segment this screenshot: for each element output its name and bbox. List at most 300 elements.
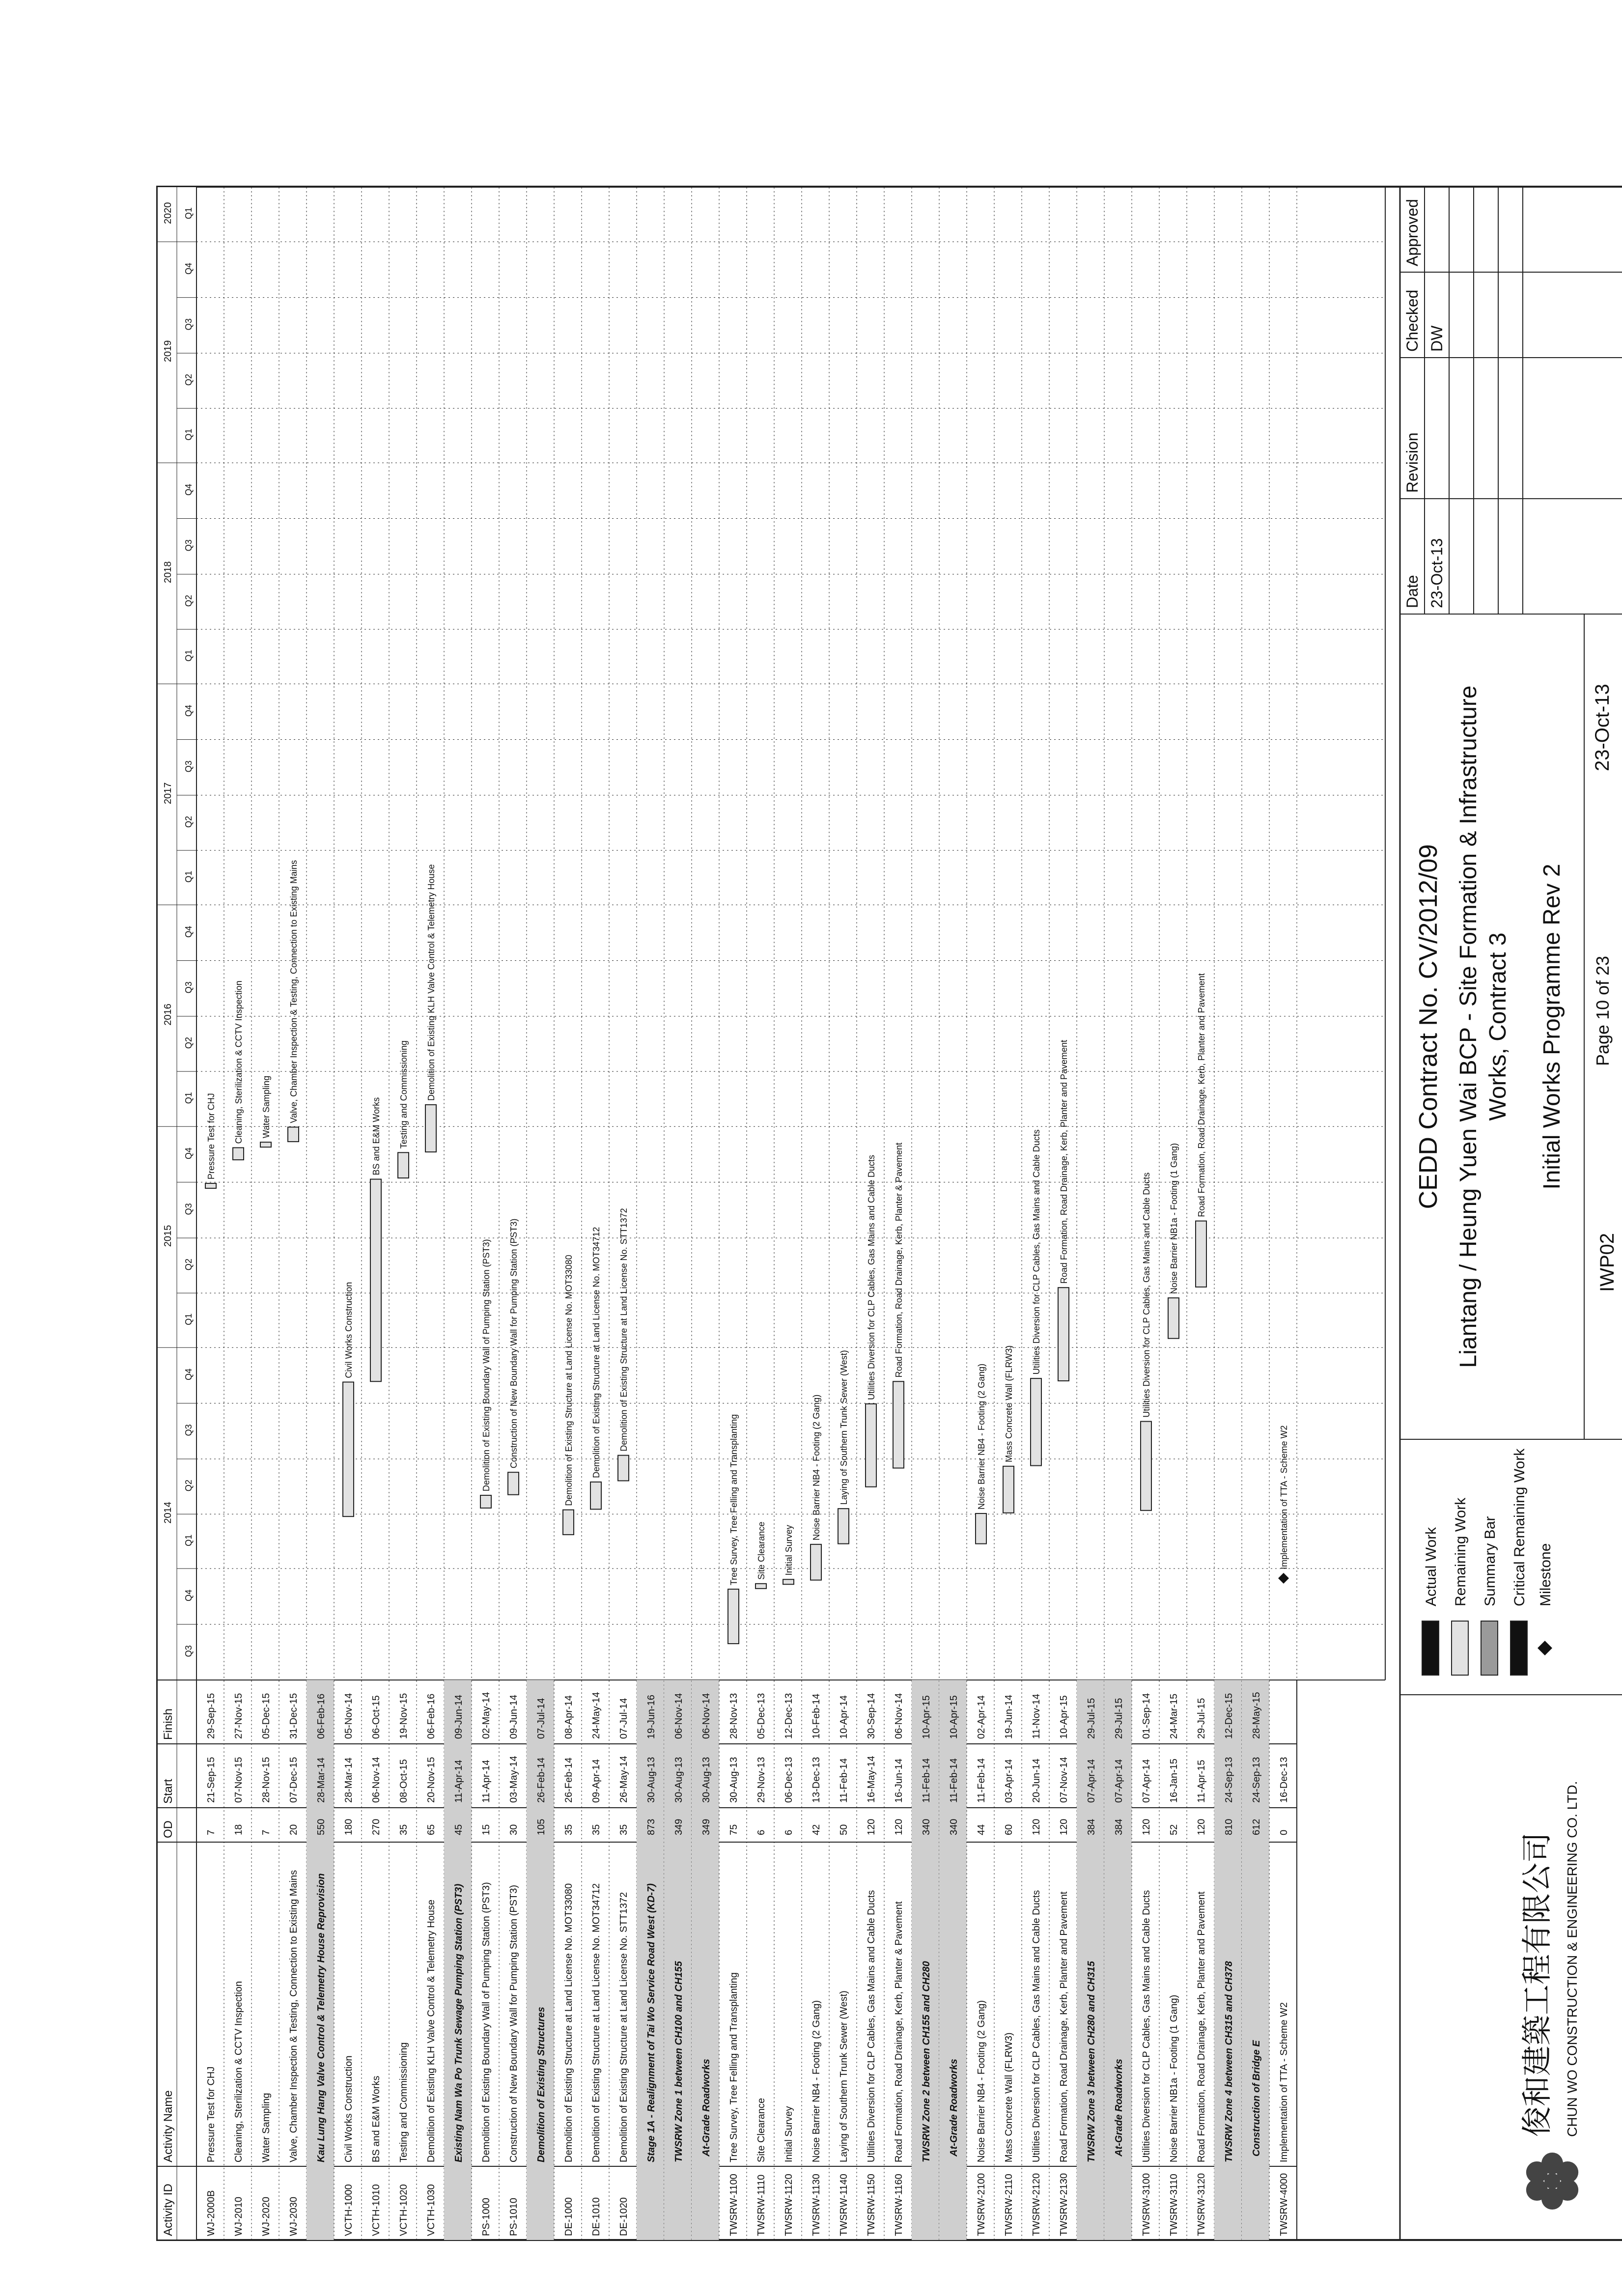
activity-id: WJ-2020 xyxy=(261,2196,272,2236)
activity-name: Cleaning, Sterilization & CCTV Inspection xyxy=(233,1981,244,2162)
revision-cell: DW xyxy=(1428,325,1446,352)
remaining-work-bar xyxy=(728,1589,739,1644)
group-name: At-Grade Roadworks xyxy=(1114,2059,1124,2156)
quarter-label: Q2 xyxy=(184,1036,194,1049)
activity-name: Laying of Southern Trunk Sewer (West) xyxy=(839,1990,849,2162)
activity-name: Implementation of TTA - Scheme W2 xyxy=(1279,2002,1289,2162)
group-name: Construction of Bridge E xyxy=(1251,2040,1262,2156)
bar-label: Initial Survey xyxy=(784,1525,794,1576)
group-name: At-Grade Roadworks xyxy=(701,2059,712,2156)
finish-date: 10-Feb-14 xyxy=(811,1693,822,1739)
bar-label: Demolition of Existing Structure at Land License No. MOT34712 xyxy=(591,1227,601,1478)
bar-label: Road Formation, Road Drainage, Kerb, Planter & Pavement xyxy=(894,1142,904,1378)
bar-label: Laying of Southern Trunk Sewer (West) xyxy=(839,1350,849,1505)
quarter-label: Q4 xyxy=(184,262,194,275)
finish-date: 31-Dec-15 xyxy=(288,1693,299,1739)
legend-label-milestone: Milestone xyxy=(1538,1543,1554,1606)
year-label: 2017 xyxy=(163,782,173,805)
original-duration: 50 xyxy=(839,1824,849,1835)
start-date: 21-Sep-15 xyxy=(206,1757,217,1803)
original-duration: 384 xyxy=(1086,1819,1097,1835)
start-date: 11-Apr-14 xyxy=(453,1760,464,1803)
start-date: 20-Jun-14 xyxy=(1031,1758,1042,1803)
bar-label: Demolition of Existing Boundary Wall of Pumping Station (PST3) xyxy=(481,1239,491,1492)
activity-id: WJ-2010 xyxy=(233,2196,244,2236)
finish-date: 02-Apr-14 xyxy=(976,1695,987,1739)
start-date: 28-Mar-14 xyxy=(316,1757,327,1803)
activity-id: TWSRW-1150 xyxy=(866,2174,877,2236)
year-label: 2015 xyxy=(163,1225,173,1247)
start-date: 16-May-14 xyxy=(866,1756,877,1803)
remaining-work-bar xyxy=(260,1142,271,1147)
start-date: 29-Nov-13 xyxy=(756,1757,767,1803)
group-name: Stage 1A - Realignment of Tai Wo Service Road West (KD-7) xyxy=(646,1883,657,2162)
year-label: 2014 xyxy=(163,1502,173,1524)
start-date: 11-Feb-14 xyxy=(921,1758,932,1803)
activity-name: Construction of New Boundary Wall for Pumping Station (PST3) xyxy=(508,1884,519,2162)
start-date: 11-Apr-15 xyxy=(1196,1760,1207,1803)
original-duration: 120 xyxy=(866,1819,877,1835)
original-duration: 18 xyxy=(233,1824,244,1835)
finish-date: 07-Jul-14 xyxy=(536,1698,547,1739)
legend-swatch-actual xyxy=(1422,1621,1439,1675)
activity-id: PS-1010 xyxy=(508,2198,519,2236)
group-name: TWSRW Zone 4 between CH315 and CH378 xyxy=(1224,1961,1234,2162)
legend-milestone-icon xyxy=(1538,1641,1552,1655)
quarter-label: Q3 xyxy=(184,318,194,331)
finish-date: 10-Apr-15 xyxy=(949,1695,959,1739)
quarter-label: Q1 xyxy=(184,1313,194,1325)
company-name-english: CHUN WO CONSTRUCTION & ENGINEERING CO. LTD. xyxy=(1565,1781,1580,2137)
start-date: 08-Oct-15 xyxy=(398,1759,409,1803)
activity-id: TWSRW-1120 xyxy=(783,2174,794,2236)
finish-date: 06-Feb-16 xyxy=(316,1693,327,1739)
quarter-label: Q1 xyxy=(184,1534,194,1546)
activity-name: Testing and Commissioning xyxy=(398,2042,409,2162)
revision-cell: 23-Oct-13 xyxy=(1428,538,1446,608)
legend-swatch-remaining xyxy=(1452,1621,1468,1675)
original-duration: 7 xyxy=(206,1829,217,1835)
finish-date: 24-Mar-15 xyxy=(1169,1693,1179,1739)
start-date: 07-Nov-14 xyxy=(1059,1757,1069,1803)
activity-name: Noise Barrier NB1a - Footing (1 Gang) xyxy=(1169,1994,1179,2162)
activity-id: WJ-2030 xyxy=(288,2196,299,2236)
legend-label-actual: Actual Work xyxy=(1423,1527,1439,1606)
start-date: 30-Aug-13 xyxy=(673,1757,684,1803)
activity-id: DE-1020 xyxy=(618,2197,629,2236)
revision-header: Approved xyxy=(1403,199,1421,266)
start-date: 07-Apr-14 xyxy=(1086,1759,1097,1803)
start-date: 07-Apr-14 xyxy=(1141,1759,1152,1803)
original-duration: 873 xyxy=(646,1819,657,1835)
original-duration: 120 xyxy=(894,1819,904,1835)
start-date: 06-Nov-14 xyxy=(371,1757,382,1803)
quarter-label: Q3 xyxy=(184,1424,194,1436)
activity-name: Demolition of Existing Structure at Land License No. MOT33080 xyxy=(563,1883,574,2162)
quarter-label: Q4 xyxy=(184,1589,194,1601)
activity-id: DE-1010 xyxy=(591,2197,602,2236)
legend-label-remaining: Remaining Work xyxy=(1453,1497,1469,1606)
legend-swatch-summary xyxy=(1481,1621,1498,1675)
activity-name: Utilities Diversion for CLP Cables, Gas Mains and Cable Ducts xyxy=(1141,1890,1152,2162)
original-duration: 35 xyxy=(618,1824,629,1835)
start-date: 26-May-14 xyxy=(618,1756,629,1803)
activity-id: TWSRW-3120 xyxy=(1196,2173,1207,2236)
finish-date: 08-Apr-14 xyxy=(563,1695,574,1739)
quarter-label: Q2 xyxy=(184,816,194,828)
finish-date: 06-Nov-14 xyxy=(701,1693,712,1739)
activity-id: DE-1000 xyxy=(563,2197,574,2236)
remaining-work-bar xyxy=(1031,1378,1041,1466)
quarter-label: Q2 xyxy=(184,374,194,386)
quarter-label: Q3 xyxy=(184,760,194,773)
finish-date: 12-Dec-15 xyxy=(1224,1693,1234,1739)
activity-id: VCTH-1010 xyxy=(371,2184,382,2236)
finish-date: 07-Jul-14 xyxy=(618,1698,629,1739)
original-duration: 550 xyxy=(316,1819,327,1835)
bar-label: Noise Barrier NB1a - Footing (1 Gang) xyxy=(1169,1143,1179,1294)
activity-name: Demolition of Existing KLH Valve Control & Telemetry House xyxy=(426,1899,437,2162)
activity-name: Utilities Diversion for CLP Cables, Gas Mains and Cable Ducts xyxy=(1031,1890,1042,2162)
remaining-work-bar xyxy=(398,1152,409,1178)
original-duration: 270 xyxy=(371,1819,382,1835)
bar-label: Cleaning, Sterilization & CCTV Inspection xyxy=(234,980,244,1144)
activity-id: TWSRW-1100 xyxy=(728,2174,739,2236)
finish-date: 10-Apr-15 xyxy=(1059,1695,1069,1739)
landscape-sheet xyxy=(157,187,1622,2240)
remaining-work-bar xyxy=(590,1482,601,1509)
group-name: At-Grade Roadworks xyxy=(949,2059,959,2156)
start-date: 16-Jun-14 xyxy=(894,1758,904,1803)
page-number: Page 10 of 23 xyxy=(1593,955,1613,1066)
group-name: Demolition of Existing Structures xyxy=(536,2007,547,2162)
start-date: 07-Dec-15 xyxy=(288,1757,299,1803)
column-header-start: Start xyxy=(162,1779,175,1804)
bar-label: Implementation of TTA - Scheme W2 xyxy=(1279,1425,1289,1569)
original-duration: 65 xyxy=(426,1824,437,1835)
start-date: 07-Apr-14 xyxy=(1114,1759,1124,1803)
finish-date: 19-Nov-15 xyxy=(398,1693,409,1739)
group-name: TWSRW Zone 3 between CH280 and CH315 xyxy=(1086,1961,1097,2162)
activity-name: Tree Survey, Tree Felling and Transplanting xyxy=(728,1972,739,2162)
finish-date: 06-Nov-14 xyxy=(673,1693,684,1739)
activity-id: TWSRW-1140 xyxy=(839,2174,849,2236)
remaining-work-bar xyxy=(893,1381,904,1468)
start-date: 24-Sep-13 xyxy=(1251,1757,1262,1803)
start-date: 03-May-14 xyxy=(508,1756,519,1803)
quarter-label: Q2 xyxy=(184,1480,194,1492)
quarter-label: Q3 xyxy=(184,1203,194,1215)
start-date: 16-Dec-13 xyxy=(1279,1757,1289,1803)
bar-label: Road Formation, Road Drainage, Kerb, Planter and Pavement xyxy=(1197,973,1206,1217)
remaining-work-bar xyxy=(370,1179,381,1382)
original-duration: 7 xyxy=(261,1829,272,1835)
remaining-work-bar xyxy=(508,1472,519,1495)
remaining-work-bar xyxy=(618,1456,629,1481)
finish-date: 10-Apr-15 xyxy=(921,1695,932,1739)
finish-date: 19-Jun-16 xyxy=(646,1694,657,1739)
original-duration: 75 xyxy=(728,1824,739,1835)
original-duration: 384 xyxy=(1114,1819,1124,1835)
milestone-diamond xyxy=(1278,1573,1289,1584)
finish-date: 19-Jun-14 xyxy=(1004,1694,1014,1739)
finish-date: 11-Nov-14 xyxy=(1031,1694,1042,1739)
bar-label: Site Clearance xyxy=(756,1521,766,1580)
bar-label: Construction of New Boundary Wall for Pumping Station (PST3) xyxy=(509,1218,519,1469)
bar-label: Water Sampling xyxy=(261,1075,271,1139)
remaining-work-bar xyxy=(866,1404,876,1487)
original-duration: 120 xyxy=(1141,1819,1152,1835)
activity-id: TWSRW-4000 xyxy=(1279,2173,1289,2236)
company-name-chinese: 俊和建築工程有限公司 xyxy=(1520,1832,1554,2137)
activity-id: TWSRW-2100 xyxy=(976,2173,987,2236)
bar-label: Demolition of Existing KLH Valve Control & Telemetry House xyxy=(426,864,436,1101)
activity-id: TWSRW-3100 xyxy=(1141,2173,1152,2236)
activity-name: Utilities Diversion for CLP Cables, Gas Mains and Cable Ducts xyxy=(866,1890,877,2162)
start-date: 11-Feb-14 xyxy=(949,1758,959,1803)
bar-label: Utilities Diversion for CLP Cables, Gas Mains and Cable Ducts xyxy=(1142,1172,1151,1418)
original-duration: 60 xyxy=(1004,1824,1014,1835)
original-duration: 35 xyxy=(563,1824,574,1835)
start-date: 30-Aug-13 xyxy=(728,1757,739,1803)
bar-label: Tree Survey, Tree Felling and Transplanting xyxy=(729,1414,739,1586)
quarter-label: Q1 xyxy=(184,649,194,662)
finish-date: 02-May-14 xyxy=(481,1692,492,1739)
logo-dot xyxy=(1544,2173,1560,2189)
finish-date: 06-Feb-16 xyxy=(426,1693,437,1739)
original-duration: 340 xyxy=(921,1819,932,1835)
activity-id: TWSRW-2120 xyxy=(1031,2173,1042,2236)
column-header-od: OD xyxy=(162,1820,175,1838)
start-date: 13-Dec-13 xyxy=(811,1757,822,1803)
revision-header: Checked xyxy=(1403,289,1421,352)
year-label: 2018 xyxy=(163,561,173,584)
quarter-label: Q3 xyxy=(184,1645,194,1657)
finish-date: 24-May-14 xyxy=(591,1692,602,1739)
original-duration: 105 xyxy=(536,1819,547,1835)
original-duration: 42 xyxy=(811,1824,822,1835)
activity-name: Mass Concrete Wall (FLRW3) xyxy=(1004,2032,1014,2162)
original-duration: 0 xyxy=(1279,1829,1289,1835)
activity-name: Pressure Test for CHJ xyxy=(206,2066,217,2162)
finish-date: 10-Apr-14 xyxy=(839,1695,849,1739)
quarter-label: Q4 xyxy=(184,1368,194,1380)
activity-name: Demolition of Existing Boundary Wall of Pumping Station (PST3) xyxy=(481,1882,492,2162)
start-date: 11-Feb-14 xyxy=(976,1758,987,1803)
bar-label: Noise Barrier NB4 - Footing (2 Gang) xyxy=(977,1363,986,1510)
remaining-work-bar xyxy=(1058,1288,1069,1381)
start-date: 24-Sep-13 xyxy=(1224,1757,1234,1803)
finish-date: 27-Nov-15 xyxy=(233,1693,244,1739)
remaining-work-bar xyxy=(343,1382,354,1516)
original-duration: 20 xyxy=(288,1824,299,1835)
finish-date: 28-Nov-13 xyxy=(728,1693,739,1739)
activity-id: TWSRW-2130 xyxy=(1059,2173,1069,2236)
activity-name: Noise Barrier NB4 - Footing (2 Gang) xyxy=(811,2000,822,2162)
remaining-work-bar xyxy=(425,1105,436,1152)
project-title-line1: Liantang / Heung Yuen Wai BCP - Site Formation & Infrastructure xyxy=(1455,685,1482,1368)
remaining-work-bar xyxy=(783,1579,794,1584)
bar-label: Valve, Chamber Inspection & Testing, Connection to Existing Mains xyxy=(289,860,299,1123)
original-duration: 120 xyxy=(1059,1819,1069,1835)
activity-id: TWSRW-1160 xyxy=(894,2174,904,2236)
remaining-work-bar xyxy=(1141,1422,1151,1511)
start-date: 16-Jan-15 xyxy=(1169,1758,1179,1803)
bar-label: Pressure Test for CHJ xyxy=(206,1093,216,1179)
company-logo xyxy=(1526,2153,1578,2210)
revision-header: Date xyxy=(1403,575,1421,608)
finish-date: 12-Dec-13 xyxy=(783,1693,794,1739)
bar-label: Civil Works Construction xyxy=(344,1282,354,1378)
activity-id: TWSRW-1110 xyxy=(756,2174,767,2236)
start-date: 11-Feb-14 xyxy=(839,1758,849,1803)
original-duration: 6 xyxy=(783,1829,794,1835)
finish-date: 01-Sep-14 xyxy=(1141,1693,1152,1739)
original-duration: 44 xyxy=(976,1824,987,1835)
group-name: Kau Lung Hang Valve Control & Telemetry House Reprovision xyxy=(316,1873,327,2162)
remaining-work-bar xyxy=(1003,1466,1014,1513)
activity-id: VCTH-1020 xyxy=(398,2184,409,2236)
activity-name: Demolition of Existing Structure at Land License No. STT1372 xyxy=(618,1892,629,2162)
legend-label-summary: Summary Bar xyxy=(1482,1516,1498,1606)
remaining-work-bar xyxy=(205,1183,216,1188)
activity-id: VCTH-1030 xyxy=(426,2184,437,2236)
original-duration: 6 xyxy=(756,1829,767,1835)
activity-id: PS-1000 xyxy=(481,2198,492,2236)
group-name: Existing Nam Wa Po Trunk Sewage Pumping Station (PST3) xyxy=(453,1883,464,2162)
activity-name: BS and E&M Works xyxy=(371,2075,382,2162)
contract-number: CEDD Contract No. CV/2012/09 xyxy=(1414,844,1443,1209)
activity-id: TWSRW-3110 xyxy=(1169,2174,1179,2236)
finish-date: 28-May-15 xyxy=(1251,1692,1262,1739)
start-date: 30-Aug-13 xyxy=(646,1757,657,1803)
finish-date: 06-Oct-15 xyxy=(371,1695,382,1739)
activity-name: Water Sampling xyxy=(261,2093,272,2162)
group-name: TWSRW Zone 1 between CH100 and CH155 xyxy=(673,1961,684,2162)
quarter-label: Q1 xyxy=(184,207,194,220)
start-date: 07-Nov-15 xyxy=(233,1757,244,1803)
remaining-work-bar xyxy=(1196,1221,1206,1287)
quarter-label: Q1 xyxy=(184,870,194,883)
column-header-activity-name: Activity Name xyxy=(162,2090,175,2162)
legend-label-critical: Critical Remaining Work xyxy=(1511,1448,1528,1606)
bar-label: Utilities Diversion for CLP Cables, Gas Mains and Cable Ducts xyxy=(867,1154,876,1400)
start-date: 28-Nov-15 xyxy=(261,1757,272,1803)
original-duration: 120 xyxy=(1196,1819,1207,1835)
year-label: 2019 xyxy=(163,340,173,363)
start-date: 09-Apr-14 xyxy=(591,1759,602,1803)
bar-label: Mass Concrete Wall (FLRW3) xyxy=(1004,1345,1014,1462)
start-date: 28-Mar-14 xyxy=(343,1757,354,1803)
original-duration: 30 xyxy=(508,1824,519,1835)
issue-date: 23-Oct-13 xyxy=(1592,684,1613,771)
activity-id: TWSRW-1130 xyxy=(811,2174,822,2236)
finish-date: 29-Jul-15 xyxy=(1196,1698,1207,1739)
revision-header: Revision xyxy=(1403,432,1421,493)
quarter-label: Q2 xyxy=(184,595,194,607)
project-title-line2: Works, Contract 3 xyxy=(1485,932,1511,1121)
remaining-work-bar xyxy=(288,1127,299,1142)
finish-date: 06-Nov-14 xyxy=(894,1693,904,1739)
original-duration: 810 xyxy=(1224,1819,1234,1835)
quarter-label: Q3 xyxy=(184,539,194,552)
remaining-work-bar xyxy=(480,1495,491,1508)
remaining-work-bar xyxy=(233,1148,244,1160)
finish-date: 29-Sep-15 xyxy=(206,1693,217,1739)
quarter-label: Q4 xyxy=(184,483,194,496)
bar-label: Noise Barrier NB4 - Footing (2 Gang) xyxy=(811,1394,821,1540)
bar-label: Testing and Commissioning xyxy=(399,1040,409,1149)
start-date: 26-Feb-14 xyxy=(563,1757,574,1803)
bar-label: Demolition of Existing Structure at Land License No. STT1372 xyxy=(619,1208,629,1452)
finish-date: 09-Jun-14 xyxy=(508,1694,519,1739)
programme-title: Initial Works Programme Rev 2 xyxy=(1539,864,1565,1190)
quarter-label: Q4 xyxy=(184,925,194,938)
remaining-work-bar xyxy=(563,1510,574,1535)
activity-name: Road Formation, Road Drainage, Kerb, Planter and Pavement xyxy=(1059,1891,1069,2162)
quarter-label: Q1 xyxy=(184,1092,194,1104)
quarter-label: Q1 xyxy=(184,428,194,441)
original-duration: 349 xyxy=(701,1819,712,1835)
original-duration: 612 xyxy=(1251,1819,1262,1835)
quarter-label: Q3 xyxy=(184,981,194,994)
remaining-work-bar xyxy=(838,1509,849,1544)
original-duration: 349 xyxy=(673,1819,684,1835)
original-duration: 15 xyxy=(481,1824,492,1835)
original-duration: 35 xyxy=(591,1824,602,1835)
column-header-activity-id: Activity ID xyxy=(162,2184,175,2236)
finish-date: 05-Dec-13 xyxy=(756,1693,767,1739)
finish-date: 05-Nov-14 xyxy=(343,1693,354,1739)
start-date: 06-Dec-13 xyxy=(783,1757,794,1803)
original-duration: 340 xyxy=(949,1819,959,1835)
activity-name: Valve, Chamber Inspection & Testing, Connection to Existing Mains xyxy=(288,1870,299,2162)
year-label: 2016 xyxy=(163,1004,173,1026)
quarter-label: Q2 xyxy=(184,1259,194,1271)
quarter-label: Q4 xyxy=(184,704,194,717)
finish-date: 29-Jul-15 xyxy=(1114,1698,1124,1739)
activity-id: TWSRW-2110 xyxy=(1004,2174,1014,2236)
finish-date: 30-Sep-14 xyxy=(866,1693,877,1739)
activity-name: Civil Works Construction xyxy=(343,2055,354,2162)
bar-label: Road Formation, Road Drainage, Kerb, Planter and Pavement xyxy=(1059,1039,1069,1284)
activity-name: Noise Barrier NB4 - Footing (2 Gang) xyxy=(976,2000,987,2162)
original-duration: 180 xyxy=(343,1819,354,1835)
activity-name: Road Formation, Road Drainage, Kerb, Planter and Pavement xyxy=(1196,1891,1207,2162)
start-date: 20-Nov-15 xyxy=(426,1757,437,1803)
original-duration: 45 xyxy=(453,1824,464,1835)
remaining-work-bar xyxy=(755,1584,766,1589)
start-date: 30-Aug-13 xyxy=(701,1757,712,1803)
group-name: TWSRW Zone 2 between CH155 and CH280 xyxy=(921,1961,932,2162)
activity-id: WJ-2000B xyxy=(206,2190,217,2236)
finish-date: 29-Jul-15 xyxy=(1086,1698,1097,1739)
activity-name: Initial Survey xyxy=(783,2106,794,2162)
bar-label: Demolition of Existing Structure at Land License No. MOT33080 xyxy=(564,1255,574,1506)
original-duration: 35 xyxy=(398,1824,409,1835)
activity-id: VCTH-1000 xyxy=(343,2184,354,2236)
bar-label: BS and E&M Works xyxy=(371,1097,381,1176)
remaining-work-bar xyxy=(976,1513,986,1544)
document-code: IWP02 xyxy=(1596,1232,1618,1292)
remaining-work-bar xyxy=(1168,1298,1179,1339)
start-date: 11-Apr-14 xyxy=(481,1760,492,1803)
quarter-label: Q4 xyxy=(184,1147,194,1159)
activity-name: Demolition of Existing Structure at Land License No. MOT34712 xyxy=(591,1883,602,2162)
column-header-finish: Finish xyxy=(162,1708,175,1740)
finish-date: 05-Dec-15 xyxy=(261,1693,272,1739)
legend-swatch-critical xyxy=(1510,1621,1527,1675)
